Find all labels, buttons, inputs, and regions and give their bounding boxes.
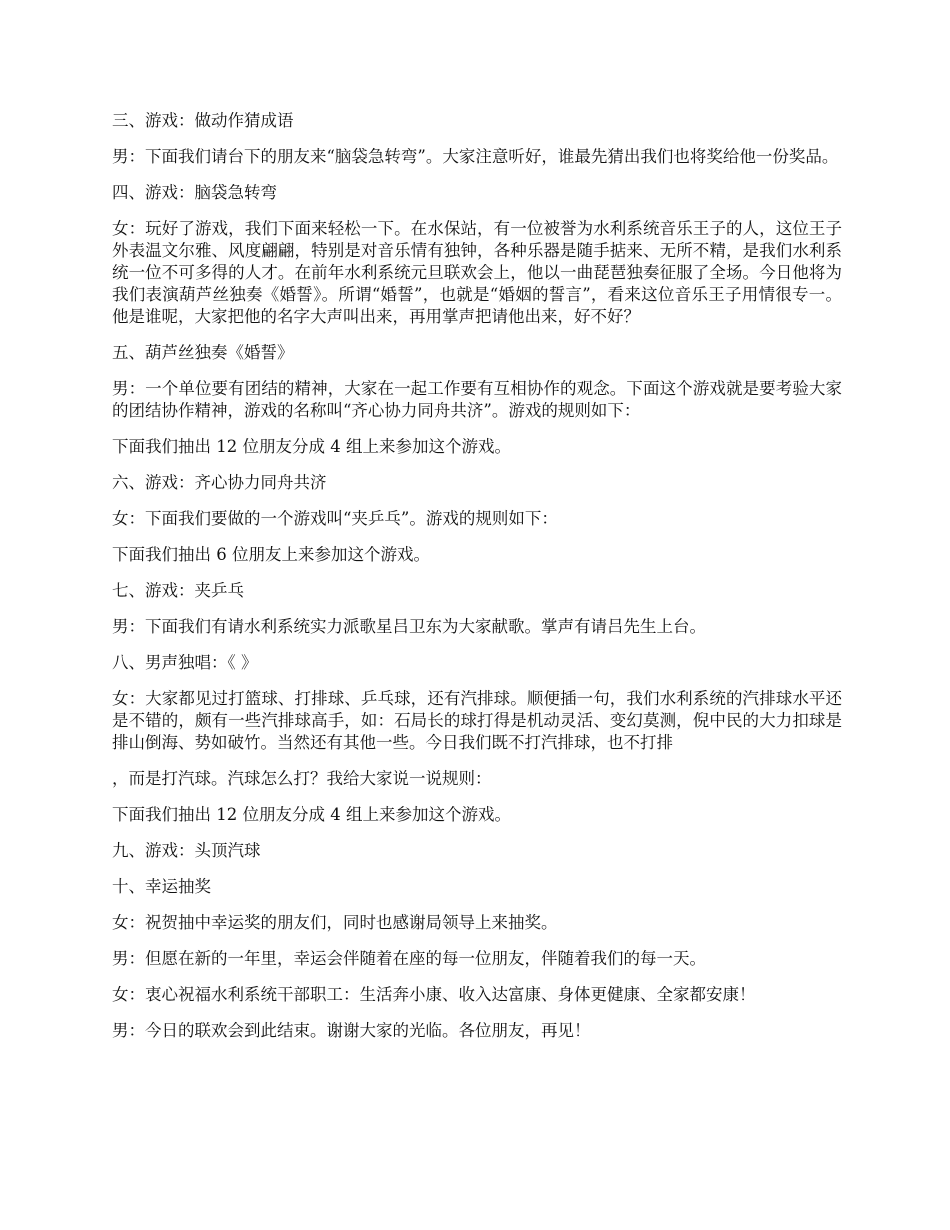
paragraph-pingpong-participants: 下面我们抽出 6 位朋友上来参加这个游戏。 xyxy=(112,545,430,564)
section-heading-game-charades: 三、游戏：做动作猜成语 xyxy=(112,111,294,130)
section-heading-game-brain-teaser: 四、游戏：脑袋急转弯 xyxy=(112,183,277,202)
paragraph-host-female-blessing: 女：衷心祝福水利系统干部职工：生活奔小康、收入达富康、身体更健康、全家都安康！ xyxy=(112,985,756,1004)
paragraph-host-male-closing: 男：今日的联欢会到此结束。谢谢大家的光临。各位朋友，再见！ xyxy=(112,1021,591,1040)
section-heading-male-solo: 八、男声独唱：《 》 xyxy=(112,653,258,672)
paragraph-host-female-music-prince: 女：玩好了游戏，我们下面来轻松一下。在水保站，有一位被誉为水利系统音乐王子的人，这位王子外表温文尔雅、风度翩翩，特别是对音乐情有独钟，各种乐器是随手掂来、无所不精，是我们水利系统一位不可多得的人才。在前年水利系统元旦联欢会上，他以一曲琵琶独奏征服了全场。今日他将为我们表演葫芦丝独奏《婚誓》。所谓“婚誓”，也就是“婚姻的誓言”，看来这位音乐王子用情很专一。他是谁呢，大家把他的名字大声叫出来，再用掌声把请他出来，好不好？ xyxy=(112,219,842,326)
document-body xyxy=(112,110,842,1056)
section-heading-game-pingpong: 七、游戏：夹乒乓 xyxy=(112,581,244,600)
paragraph-balloon-participants: 下面我们抽出 12 位朋友分成 4 组上来参加这个游戏。 xyxy=(112,805,511,824)
paragraph-host-male-new-year: 男：但愿在新的一年里，幸运会伴随着在座的每一位朋友，伴随着我们的每一天。 xyxy=(112,949,706,968)
section-heading-game-same-boat: 六、游戏：齐心协力同舟共济 xyxy=(112,473,327,492)
paragraph-host-female-volleyball: 女：大家都见过打篮球、打排球、乒乓球，还有汽排球。顺便插一句，我们水利系统的汽排球水平还是不错的，颇有一些汽排球高手，如：石局长的球打得是机动灵活、变幻莫测，倪中民的大力扣球是排山倒海、势如破竹。当然还有其他一些。今日我们既不打汽排球，也不打排 xyxy=(112,689,842,752)
paragraph-host-female-congrats: 女：祝贺抽中幸运奖的朋友们，同时也感谢局领导上来抽奖。 xyxy=(112,913,558,932)
section-heading-hulusi-solo: 五、葫芦丝独奏《婚誓》 xyxy=(112,343,294,362)
paragraph-host-female-pingpong: 女：下面我们要做的一个游戏叫“夹乒乓”。游戏的规则如下： xyxy=(112,509,558,528)
paragraph-host-male-teamwork: 男：一个单位要有团结的精神，大家在一起工作要有互相协作的观念。下面这个游戏就是要考验大家的团结协作精神，游戏的名称叫“齐心协力同舟共济”。游戏的规则如下： xyxy=(112,379,842,420)
paragraph-balloon-rules: ，而是打汽球。汽球怎么打？我给大家说一说规则： xyxy=(112,769,492,788)
paragraph-host-male-singer: 男：下面我们有请水利系统实力派歌星吕卫东为大家献歌。掌声有请吕先生上台。 xyxy=(112,617,706,636)
paragraph-host-male-brain-teaser: 男：下面我们请台下的朋友来“脑袋急转弯”。大家注意听好，谁最先猜出我们也将奖给他一份奖品。 xyxy=(112,147,839,166)
section-heading-game-balloon: 九、游戏：头顶汽球 xyxy=(112,841,261,860)
section-heading-lucky-draw: 十、幸运抽奖 xyxy=(112,877,211,896)
paragraph-teamwork-participants: 下面我们抽出 12 位朋友分成 4 组上来参加这个游戏。 xyxy=(112,437,511,456)
